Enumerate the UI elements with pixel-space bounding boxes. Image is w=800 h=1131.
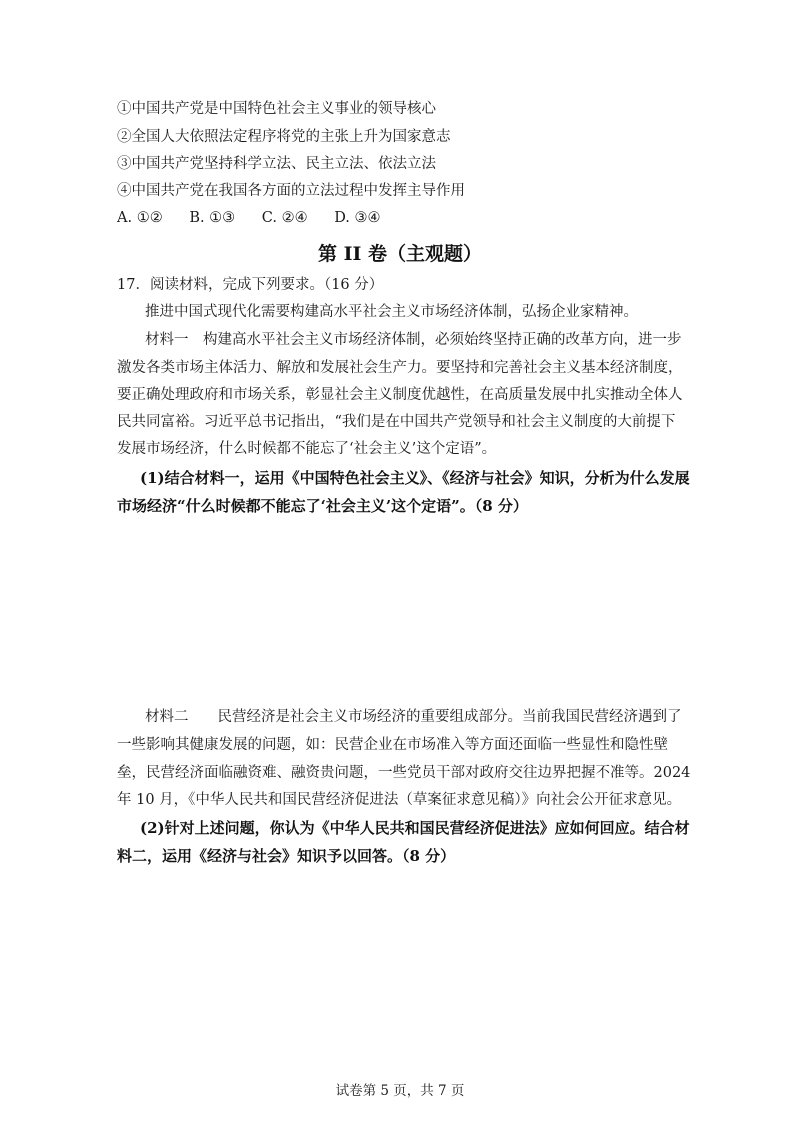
section-title: 第 II 卷（主观题）: [317, 243, 482, 265]
material1-line: 要正确处理政府和市场关系，彰显社会主义制度优越性，在高质量发展中扎实推动全体人: [117, 387, 683, 403]
sub-question-2-line: (2)针对上述问题，你认为《中华人民共和国民营经济促进法》应如何回应。结合材: [140, 819, 690, 837]
sub-question-2-line: 料二，运用《经济与社会》知识予以回答。（8 分）: [117, 847, 456, 865]
material1-line: 材料一 构建高水平社会主义市场经济体制，必须始终坚持正确的改革方向，进一步: [145, 332, 682, 348]
sub-question-1-line: (1)结合材料一，运用《中国特色社会主义》、《经济与社会》知识，分析为什么发展: [140, 469, 690, 487]
choice-statement-2: ②全国人大依照法定程序将党的主张上升为国家意志: [117, 129, 451, 145]
option-d: D. ③④: [334, 210, 381, 226]
choice-statement-3: ③中国共产党坚持科学立法、民主立法、依法立法: [117, 156, 436, 172]
option-c: C. ②④: [261, 210, 308, 226]
choice-statement-1: ①中国共产党是中国特色社会主义事业的领导核心: [117, 101, 436, 117]
sub-question-1-line: 市场经济“什么时候都不能忘了‘社会主义’这个定语”。（8 分）: [117, 497, 528, 515]
material2-line: 垒，民营经济面临融资难、融资贵问题，一些党员干部对政府交往边界把握不准等。2024: [117, 765, 691, 781]
material2-line: 材料二 民营经济是社会主义市场经济的重要组成部分。当前我国民营经济遇到了: [145, 709, 682, 725]
answer-options: [117, 208, 381, 228]
page-footer: 试卷第 5 页，共 7 页: [335, 1083, 465, 1099]
material1-line: 民共同富裕。习近平总书记指出，“我们是在中国共产党领导和社会主义制度的大前提下: [117, 414, 676, 430]
choice-statement-4: ④中国共产党在我国各方面的立法过程中发挥主导作用: [117, 183, 465, 199]
option-b: B. ①③: [189, 210, 236, 226]
material2-line: 年 10 月，《中华人民共和国民营经济促进法（草案征求意见稿）》向社会公开征求意见。: [117, 792, 682, 808]
material1-line: 激发各类市场主体活力、解放和发展社会生产力。要坚持和完善社会主义基本经济制度，: [117, 360, 683, 376]
answer-space-1[interactable]: [117, 525, 683, 695]
question-17-intro: 推进中国式现代化需要构建高水平社会主义市场经济体制，弘扬企业家精神。: [145, 304, 638, 320]
option-a: A. ①②: [117, 210, 163, 226]
material1-line: 发展市场经济，什么时候都不能忘了‘社会主义’这个定语”。: [117, 441, 497, 457]
question-17-heading: 17．阅读材料，完成下列要求。（16 分）: [117, 277, 384, 293]
material2-line: 一些影响其健康发展的问题，如：民营企业在市场准入等方面还面临一些显性和隐性壁: [117, 737, 668, 753]
answer-space-2[interactable]: [117, 875, 683, 1065]
